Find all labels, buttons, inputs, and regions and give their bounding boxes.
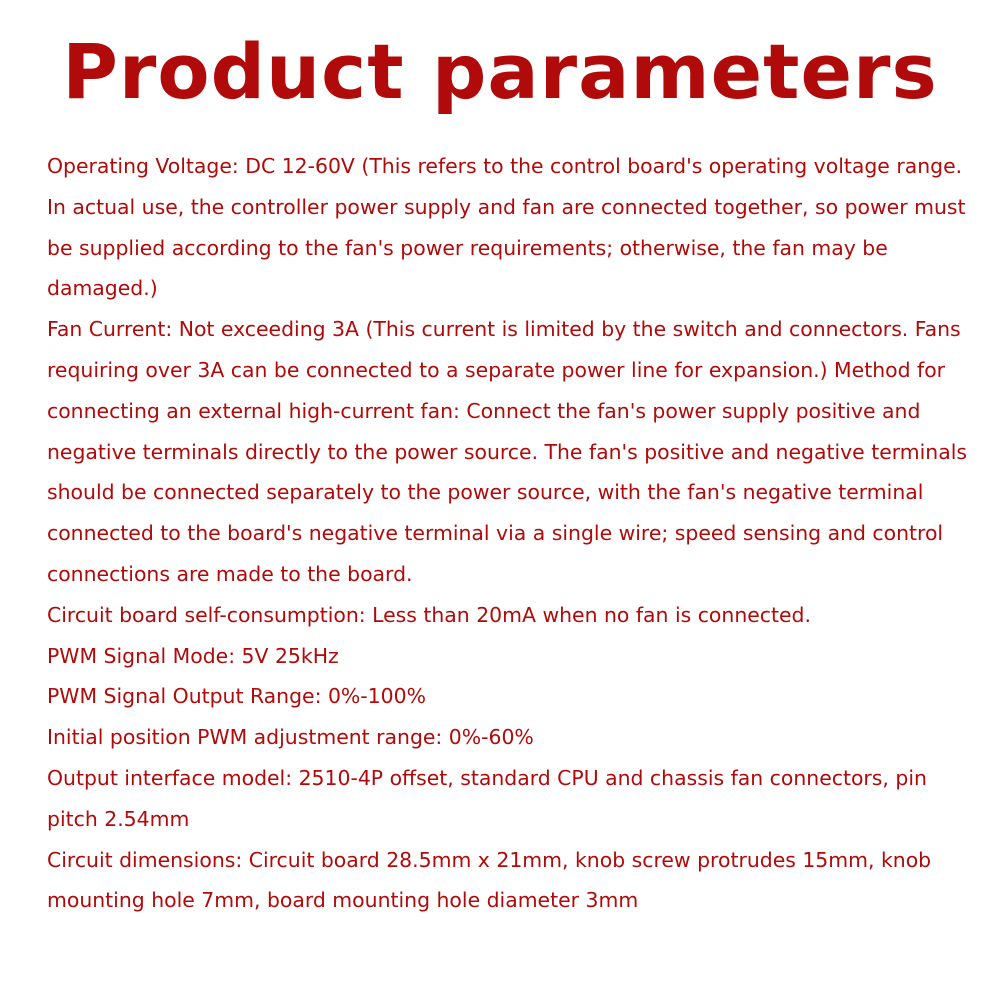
- param-initial-pwm-range: Initial position PWM adjustment range: 0%-60%: [47, 725, 534, 750]
- param-self-consumption: Circuit board self-consumption: Less than 20mA when no fan is connected.: [47, 602, 811, 627]
- param-operating-voltage: Operating Voltage: DC 12-60V (This refers to the control board's operating voltage range. In actual use, the controller power supply and fan are connected together, so power must be supplied according to the fan's power requirements; otherwise, the fan may be damaged.): [47, 154, 966, 301]
- param-pwm-output-range: PWM Signal Output Range: 0%-100%: [47, 684, 426, 709]
- param-fan-current: Fan Current: Not exceeding 3A (This current is limited by the switch and connectors. Fans requiring over 3A can be connected to a separate power line for expansion.) Method for connecting an external high-current fan: Connect the fan's power supply positive and negative terminals directly to the power source. The fan's positive and negative terminals should be connected separately to the power source, with the fan's negative terminal connected to the board's negative terminal via a single wire; speed sensing and control connections are made to the board.: [47, 317, 968, 586]
- param-output-interface: Output interface model: 2510-4P offset, standard CPU and chassis fan connectors, pin pitch 2.54mm: [47, 765, 927, 831]
- parameter-list: [47, 146, 967, 921]
- param-circuit-dimensions: Circuit dimensions: Circuit board 28.5mm x 21mm, knob screw protrudes 15mm, knob mounting hole 7mm, board mounting hole diameter 3mm: [47, 847, 932, 913]
- page-title: Product parameters: [62, 27, 938, 116]
- param-pwm-signal-mode: PWM Signal Mode: 5V 25kHz: [47, 643, 339, 668]
